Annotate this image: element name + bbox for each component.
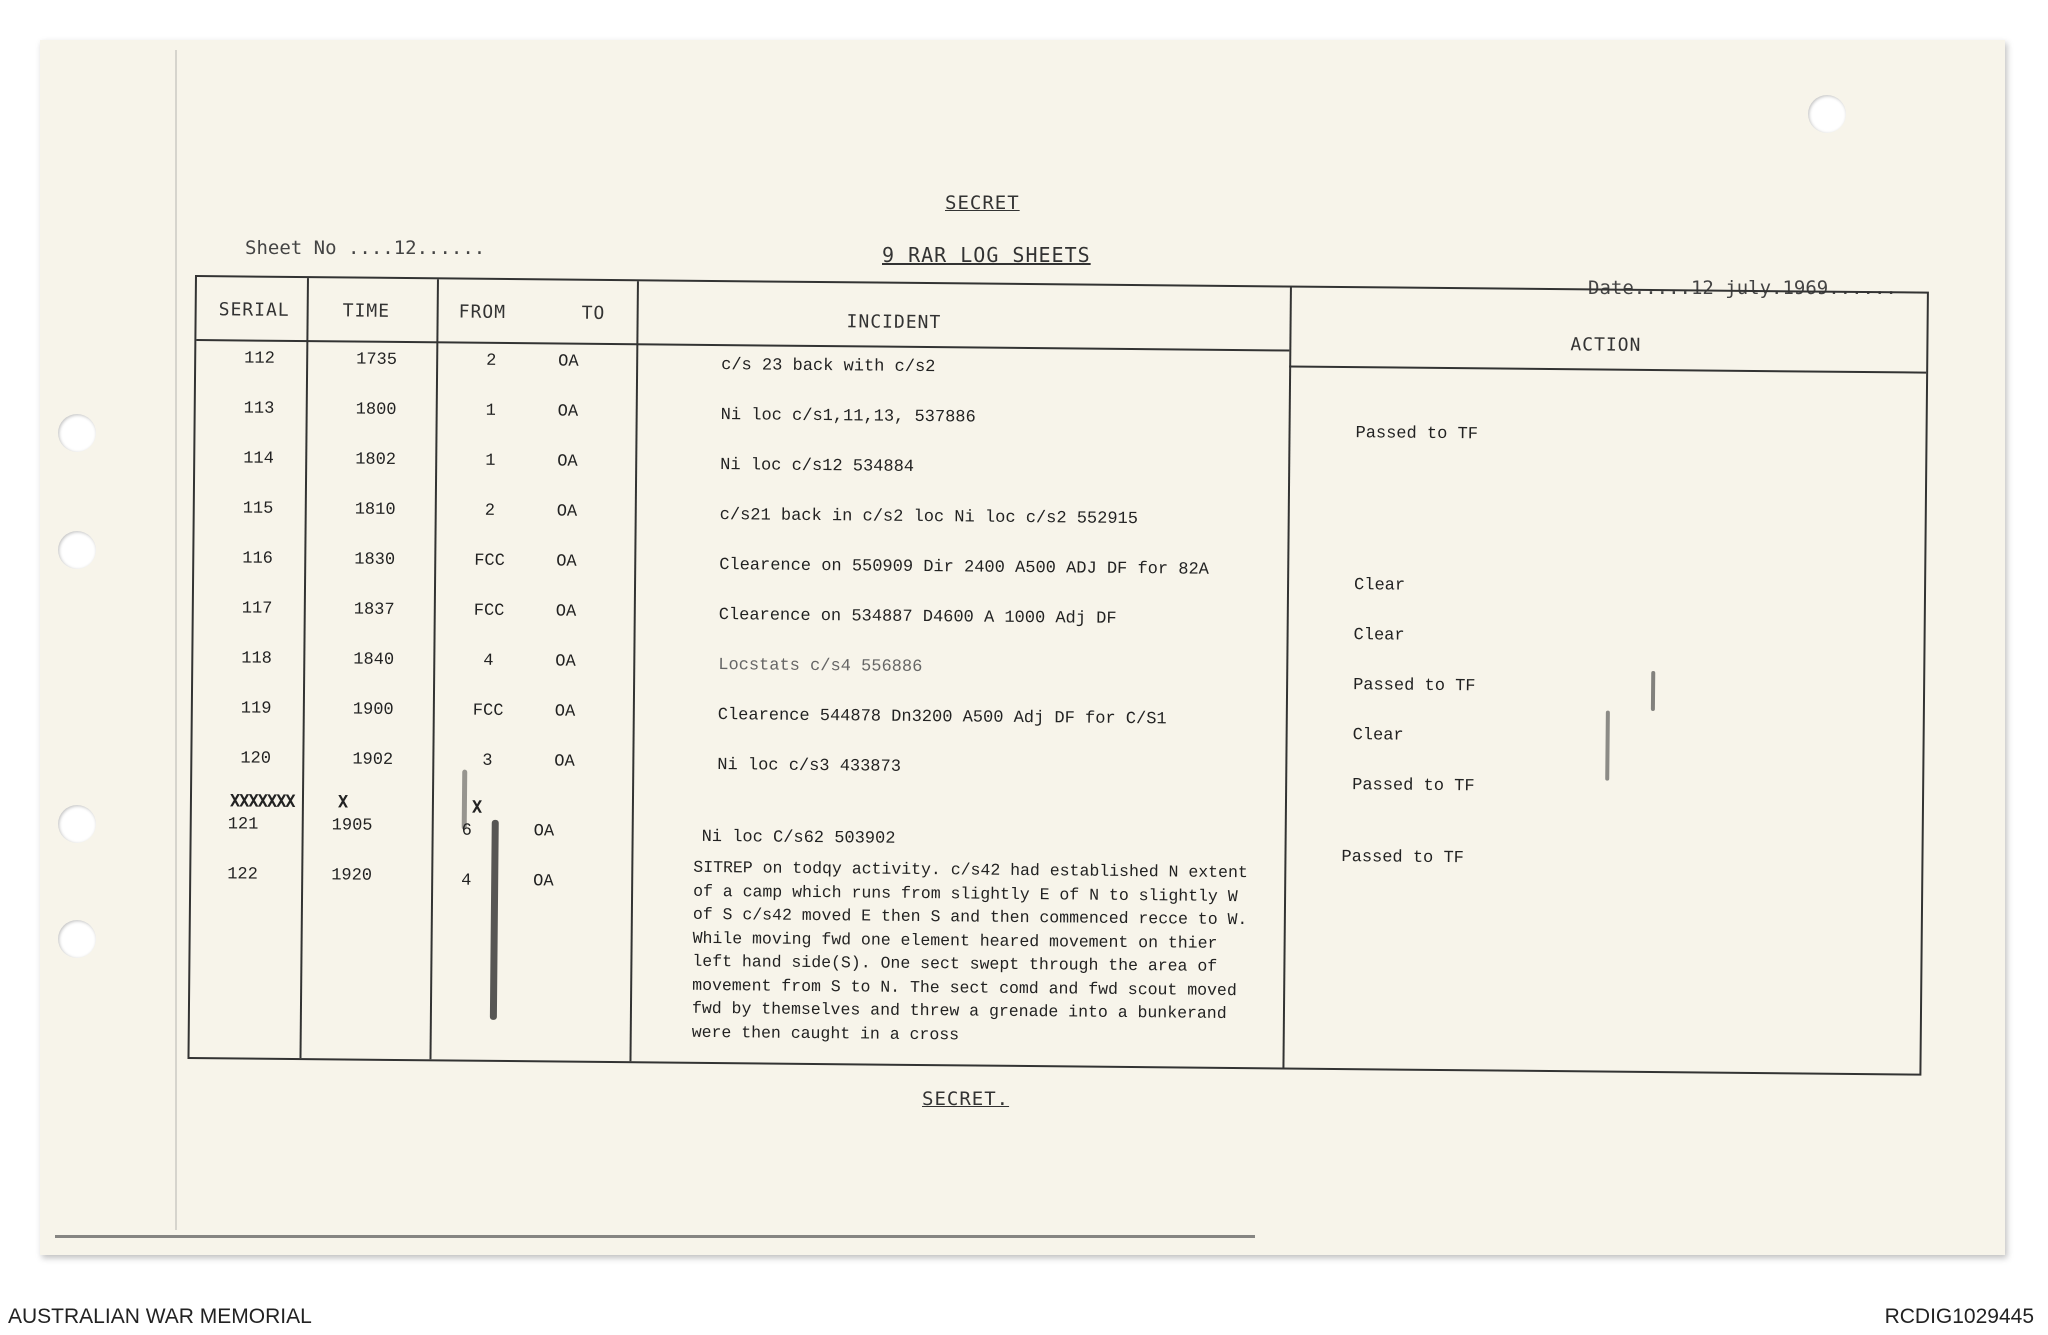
archive-reference: RCDIG1029445 — [1884, 1305, 2034, 1328]
to-cell: OA — [533, 872, 554, 892]
to-cell: OA — [557, 402, 579, 422]
secret-heading: SECRET — [945, 192, 1020, 214]
from-cell: 3 — [482, 751, 493, 771]
time-cell: 1800 — [355, 400, 397, 420]
date-label: Date.....12 july.1969...... — [1588, 277, 1897, 299]
incident-cell: c/s21 back in c/s2 loc Ni loc c/s2 552915 — [719, 506, 1139, 530]
time-cell: 1810 — [354, 500, 396, 520]
serial-cell: 119 — [240, 699, 272, 719]
incident-cell: Ni loc c/s12 534884 — [720, 456, 915, 477]
time-cell: 1735 — [356, 350, 398, 370]
from-cell: 4 — [461, 871, 472, 891]
incident-cell: Ni loc C/s62 503902 — [701, 827, 896, 849]
serial-cell: 121 — [227, 815, 259, 835]
incident-cell: Clearence 544878 Dn3200 A500 Adj DF for C/S1 — [717, 706, 1167, 730]
col-header-time: TIME — [342, 300, 391, 322]
action-cell: Passed to TF — [1341, 848, 1464, 869]
col-header-incident: INCIDENT — [846, 311, 942, 334]
from-cell: 2 — [486, 351, 497, 371]
to-cell: OA — [555, 602, 577, 622]
from-cell: FCC — [472, 701, 504, 721]
binder-hole — [58, 531, 96, 569]
ink-smudge — [1605, 711, 1610, 781]
to-cell: OA — [557, 452, 578, 472]
struck-serial: XXXXXXX — [229, 791, 295, 812]
col-divider — [429, 279, 438, 1059]
time-cell: 1902 — [352, 750, 394, 770]
action-header-rule — [1289, 366, 1926, 374]
binder-hole — [58, 414, 96, 452]
sitrep-entry: SITREP on todqy activity. c/s42 had established N extent of a camp which runs from slightly E of N to slightly W of S c/s42 moved E then S and then commenced recce to W. While moving fwd one element heared movement on thier left hand side(S). One sect swept through the area of movement from S to N. The sect comd and fwd scout moved fwd by themselves and threw a grenade into a bunkerand were then caught in a cross — [691, 857, 1248, 1044]
ink-smudge — [490, 820, 499, 1020]
to-cell: OA — [554, 702, 576, 722]
incident-cell: Ni loc c/s3 433873 — [717, 756, 902, 777]
action-cell: Clear — [1353, 626, 1405, 646]
from-cell: 1 — [485, 401, 496, 421]
col-divider — [1282, 288, 1291, 1068]
serial-cell: 112 — [244, 349, 275, 369]
archive-credit: AUSTRALIAN WAR MEMORIAL — [8, 1305, 312, 1328]
ink-smudge — [1651, 671, 1655, 711]
to-cell: OA — [555, 652, 576, 672]
binder-hole — [1808, 95, 1846, 133]
serial-cell: 116 — [242, 549, 273, 569]
col-header-from: FROM — [458, 301, 507, 323]
time-cell: 1920 — [331, 866, 373, 886]
paper-crease — [175, 50, 177, 1230]
col-header-action: ACTION — [1570, 334, 1642, 356]
from-cell: FCC — [473, 601, 505, 621]
to-cell: OA — [556, 552, 577, 572]
serial-cell: 122 — [227, 865, 258, 885]
from-cell: 4 — [483, 651, 494, 671]
time-cell: 1802 — [355, 450, 397, 470]
col-divider — [299, 278, 308, 1058]
to-cell: OA — [533, 822, 555, 842]
serial-cell: 120 — [240, 749, 272, 769]
incident-cell: Locstats c/s4 556886 — [718, 656, 923, 677]
incident-cell: Ni loc c/s1,11,13, 537886 — [720, 406, 976, 428]
action-cell: Passed to TF — [1353, 676, 1476, 697]
col-header-serial: SERIAL — [218, 299, 290, 321]
paper-bottom-edge — [55, 1235, 1255, 1238]
serial-cell: 118 — [241, 649, 273, 669]
sheet-number: Sheet No ....12...... — [245, 237, 486, 259]
serial-cell: 114 — [243, 449, 274, 469]
from-cell: 2 — [484, 501, 496, 521]
time-cell: 1830 — [354, 550, 396, 570]
action-cell: Clear — [1353, 576, 1406, 596]
time-cell: 1837 — [353, 600, 395, 620]
secret-footer: SECRET. — [922, 1088, 1010, 1110]
to-cell: OA — [554, 752, 575, 772]
time-cell: 1900 — [352, 700, 394, 720]
from-cell: 6 — [461, 821, 472, 841]
col-divider — [629, 281, 638, 1061]
from-cell: FCC — [474, 551, 505, 571]
document-title: 9 RAR LOG SHEETS — [882, 243, 1091, 267]
incident-cell: Clearence on 534887 D4600 A 1000 Adj DF — [718, 606, 1117, 629]
action-cell: Passed to TF — [1352, 776, 1475, 797]
incident-cell: Clearence on 550909 Dir 2400 A500 ADJ DF for 82A — [719, 556, 1209, 580]
incident-cell: c/s 23 back with c/s2 — [721, 356, 936, 378]
serial-cell: 113 — [243, 399, 275, 419]
struck-from: X — [471, 797, 482, 818]
time-cell: 1840 — [353, 650, 395, 670]
log-table — [187, 275, 1928, 1076]
serial-cell: 115 — [242, 499, 274, 519]
ink-smudge — [462, 770, 468, 830]
serial-cell: 117 — [241, 599, 273, 619]
to-cell: OA — [558, 352, 579, 372]
from-cell: 1 — [485, 451, 496, 471]
to-cell: OA — [556, 502, 578, 522]
action-cell: Passed to TF — [1355, 424, 1479, 445]
action-cell: Clear — [1352, 726, 1404, 746]
struck-time: X — [337, 792, 348, 813]
col-header-to: TO — [581, 302, 606, 324]
time-cell: 1905 — [331, 816, 373, 836]
binder-hole — [58, 805, 96, 843]
binder-hole — [58, 920, 96, 958]
